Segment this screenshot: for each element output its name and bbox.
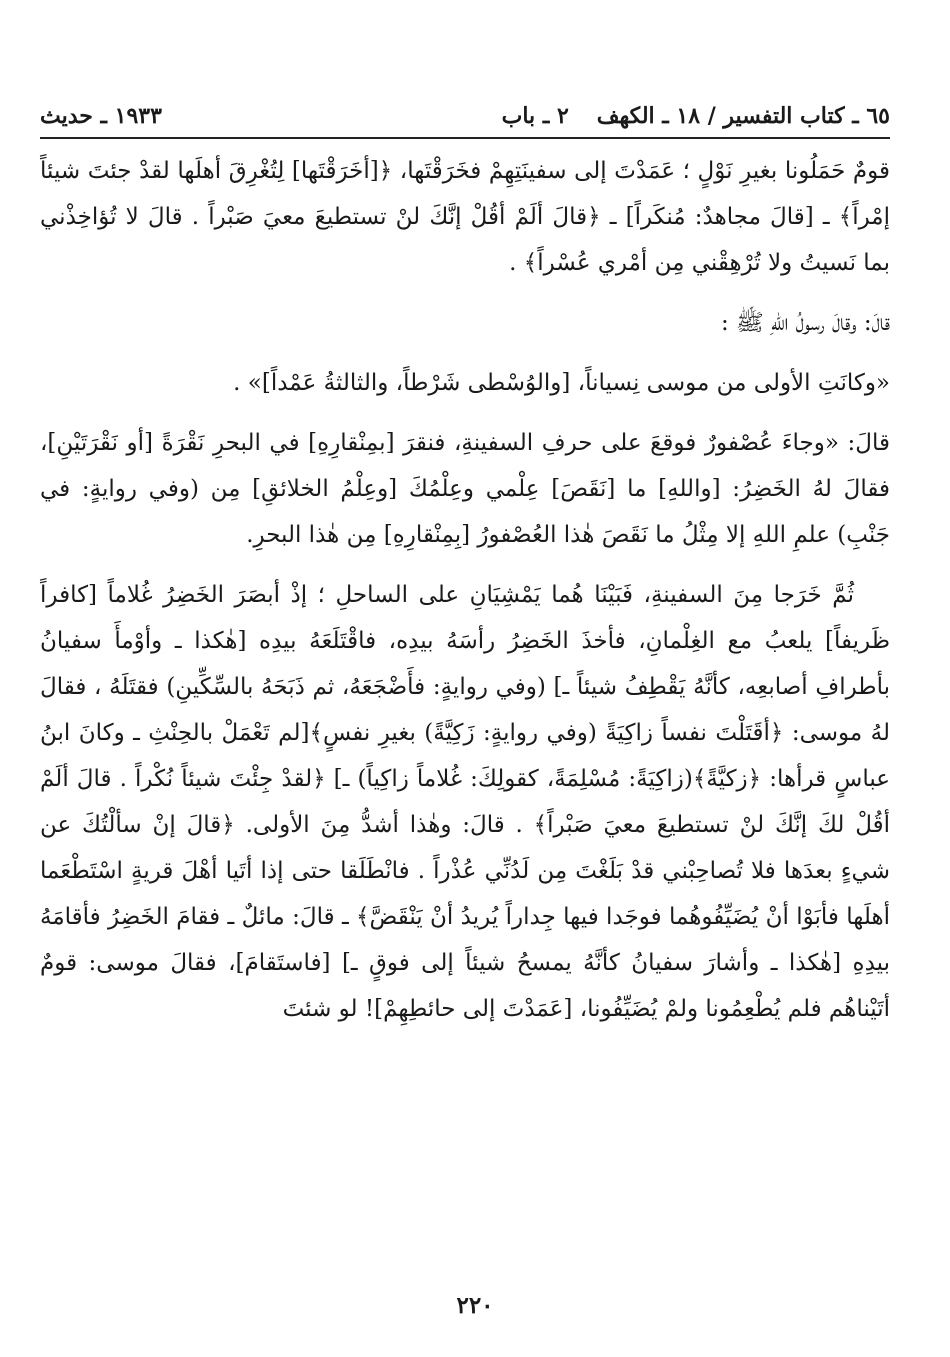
page-number: ٢٢٠ [456, 1292, 494, 1319]
header-rule [40, 137, 890, 139]
paragraph-3: «وكانَتِ الأولى من موسى نِسياناً، [والوُسْطى شَرْطاً، والثالثةُ عَمْداً]» . [233, 370, 890, 396]
book-title: ٦٥ ـ كتاب التفسير / ١٨ ـ الكهف [596, 103, 890, 129]
paragraph-4: قالَ: «وجاءَ عُصْفورٌ فوقعَ على حرفِ السفينةِ، فنقرَ [بمِنْقارِهِ] في البحرِ نَقْرَةً [أو نَقْرَتَيْنِ]، فقالَ لهُ الخَضِرُ: [واللهِ] ما [نَقَصَ] عِلْمي وعِلْمُكَ [وعِلْمُ الخلائقِ] مِن (وفي روايةٍ: في جَنْبِ) علمِ اللهِ إلا مِثْلُ ما نَقَصَ هٰذا العُصْفورُ [بِمِنْقارِهِ] مِن هٰذا البحرِ. [40, 430, 890, 548]
paragraph-5: ثُمَّ خَرَجا مِنَ السفينةِ، فَبَيْنَا هُما يَمْشِيَانِ على الساحلِ ؛ إذْ أبصَرَ الخَضِرُ غُلاماً [كافراً ظَريفاً] يلعبُ مع الغِلْمانِ، فأخذَ الخَضِرُ رأسَهُ بيدِه، فاقْتَلَعَهُ بيدِه [هٰكذا ـ وأوْمأَ سفيانُ بأطرافِ أصابعِه، كأنَّهُ يَقْطِفُ شيئاً ـ] (وفي روايةٍ: فأَضْجَعَهُ، ثم ذَبَحَهُ بالسِّكِّينِ) فقتَلَهُ ، فقالَ لهُ موسى: ﴿أقَتَلْتَ نفساً زاكِيَةً (وفي روايةٍ: زَكِيَّةً) بغيرِ نفسٍ﴾[لم تَعْمَلْ بالحِنْثِ ـ وكانَ ابنُ عباسٍ قرأها: ﴿زكيَّةً﴾(زاكِيَةً: مُسْلِمَةً، كقولِكَ: غُلاماً زاكِياً) ـ] ﴿لقدْ جِئْتَ شيئاً نُكْراً . قالَ ألَمْ أقُلْ لكَ إنَّكَ لنْ تستطيعَ معيَ صَبْراً﴾ . قالَ: وهٰذا أشدُّ مِنَ الأولى. ﴿قالَ إنْ سألْتُكَ عن شيءٍ بعدَها فلا تُصاحِبْني قدْ بَلَغْتَ مِن لَدُنِّي عُذْراً . فانْطَلَقا حتى إذا أتَيا أهْلَ قريةٍ اسْتَطْعَما أهلَها فأبَوْا أنْ يُضَيِّفُوهُما فوجَدا فيها جِداراً يُريدُ أنْ يَنْقَضَّ﴾ ـ قالَ: مائلٌ ـ فقامَ الخَضِرُ فأقامَهُ بيدِهِ [هٰكذا ـ وأشارَ سفيانُ كأنَّهُ يمسحُ شيئاً إلى فوقٍ ـ] [فاستَقامَ]، فقالَ موسى: قومٌ أتَيْناهُم فلم يُطْعِمُونا ولمْ يُضَيِّفُونا، [عَمَدْتَ إلى حائطِهِمْ]! لو شئتَ [40, 582, 890, 1022]
paragraph-2: قالَ: وقالَ رسولُ اللهِ ﷺ : [721, 310, 890, 336]
body-text [40, 148, 890, 1032]
hadith-number: ١٩٣٣ ـ حديث [40, 103, 162, 129]
paragraph-1: قومٌ حَمَلُونا بغيرِ نَوْلٍ ؛ عَمَدْتَ إلى سفينَتِهِمْ فخَرَقْتَها، ﴿[أخَرَقْتَها] لِتُغْرِقَ أهلَها لقدْ جئتَ شيئاً إمْراً﴾ ـ [قالَ مجاهدٌ: مُنكَراً] ـ ﴿قالَ ألَمْ أقُلْ إنَّكَ لنْ تستطيعَ معيَ صَبْراً . قالَ لا تُؤاخِذْني بما نَسيتُ ولا تُرْهِقْني مِن أمْري عُسْراً﴾ . [40, 158, 890, 276]
running-head [40, 96, 890, 136]
running-head-right [502, 103, 890, 129]
chapter-title: ٢ ـ باب [501, 103, 569, 129]
